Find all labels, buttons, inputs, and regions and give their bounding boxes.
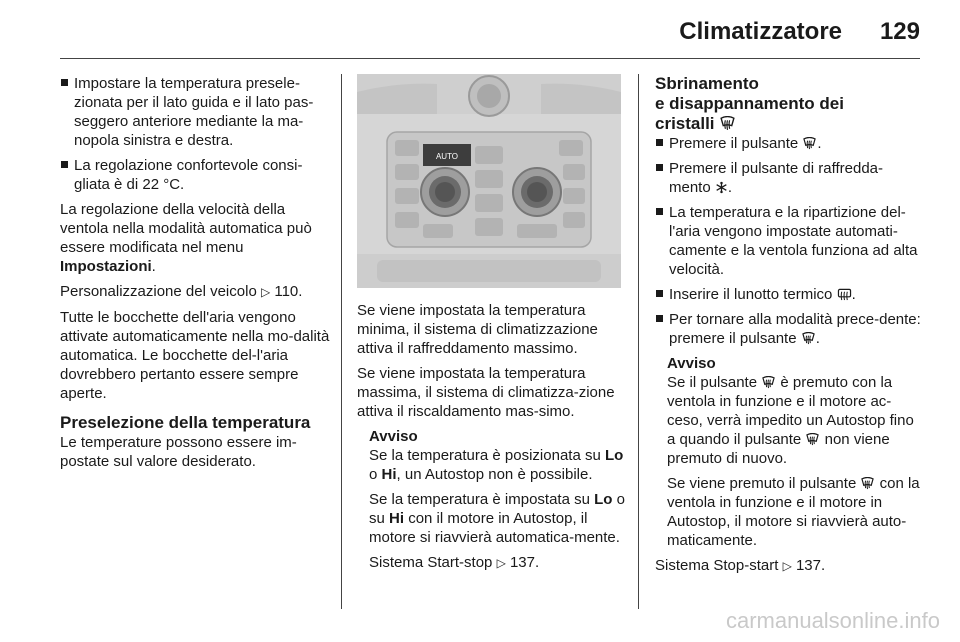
page-ref-arrow-icon: ▷: [496, 556, 506, 570]
paragraph: Personalizzazione del veicolo ▷ 110.: [60, 283, 303, 300]
list-item: Impostare la temperatura presele-zionata per il lato guida e il lato pas-seggero anteriore mediante la ma-nopola sinistra e destra.: [60, 74, 330, 150]
column-right: [655, 74, 921, 582]
windscreen-defrost-icon: [719, 116, 736, 131]
climate-control-photo: [357, 74, 621, 288]
list-item: La temperatura e la ripartizione del-l'aria vengono impostate automati-camente e la ventola funziona ad alta velocità.: [655, 203, 921, 279]
note-title: Avviso: [369, 428, 418, 445]
paragraph: Sistema Stop-start ▷ 137.: [655, 557, 826, 574]
page-number: 129: [879, 18, 920, 45]
rear-window-heating-icon: [837, 288, 852, 301]
note-paragraph: Se viene premuto il pulsante con la ventola in funzione e il motore in Autostop, il motore si riavvierà auto-maticamente.: [667, 475, 920, 549]
paragraph: Se viene impostata la temperatura massima, il sistema di climatizza-zione attiva il riscaldamento mas-simo.: [357, 365, 615, 420]
note-title: Avviso: [667, 355, 716, 372]
bullet-icon: [61, 161, 68, 168]
paragraph: Tutte le bocchette dell'aria vengono attivate automaticamente nella mo-dalità automatica. Le bocchette del-l'aria dovrebbero pertanto essere sempre aperte.: [60, 309, 330, 402]
bullet-icon: [656, 208, 663, 215]
snowflake-icon: [715, 181, 728, 194]
bullet-icon: [656, 164, 663, 171]
paragraph: Le temperature possono essere im-postate sul valore desiderato.: [60, 434, 297, 470]
paragraph: La regolazione della velocità della ventola nella modalità automatica può essere modificata nel menu Impostazioni.: [60, 201, 312, 275]
page-ref-arrow-icon: ▷: [782, 559, 792, 573]
list-item: Inserire il lunotto termico .: [655, 285, 921, 304]
section-heading: Preselezione della temperatura: [60, 413, 311, 432]
auto-button-label: AUTO: [435, 152, 459, 161]
list-item: La regolazione confortevole consi-gliata è di 22 °C.: [60, 156, 330, 194]
note-paragraph: Sistema Start-stop ▷ 137.: [369, 554, 540, 571]
watermark-text: carmanualsonline.info: [725, 608, 940, 633]
column-divider-2: [638, 74, 639, 609]
page-header: [60, 14, 920, 54]
windscreen-defrost-icon: [802, 137, 817, 150]
page-reference-link[interactable]: 137.: [795, 557, 826, 574]
bullet-icon: [656, 139, 663, 146]
list-item: Per tornare alla modalità prece-dente: premere il pulsante .: [655, 310, 921, 348]
page-title: Climatizzatore: [679, 18, 842, 45]
note-paragraph: Se la temperatura è impostata su Lo o su Hi con il motore in Autostop, il motore si riavvierà automatica-mente.: [369, 491, 625, 546]
column-left: [60, 74, 330, 477]
page-reference-link[interactable]: 137.: [509, 554, 540, 571]
column-divider-1: [341, 74, 342, 609]
bullet-icon: [656, 290, 663, 297]
list-item: Premere il pulsante .: [655, 134, 921, 153]
windscreen-defrost-icon: [805, 433, 820, 446]
column-middle: [357, 301, 627, 579]
windscreen-defrost-icon: [761, 376, 776, 389]
header-divider: [60, 58, 920, 59]
page-ref-arrow-icon: ▷: [260, 285, 271, 299]
note-paragraph: Se la temperatura è posizionata su Lo o Hi, un Autostop non è possibile.: [369, 447, 624, 483]
paragraph: Se viene impostata la temperatura minima, il sistema di climatizzazione attiva il raffreddamento massimo.: [357, 302, 598, 357]
page-reference-link[interactable]: 110.: [274, 283, 303, 300]
note-box: [655, 354, 921, 550]
bullet-icon: [656, 315, 663, 322]
bullet-icon: [61, 79, 68, 86]
windscreen-defrost-icon: [860, 477, 875, 490]
note-box: [357, 427, 627, 573]
list-item: Premere il pulsante di raffredda-mento .: [655, 159, 921, 197]
windscreen-defrost-icon: [801, 332, 816, 345]
section-heading: Sbrinamento e disappannamento dei cristalli: [655, 74, 844, 133]
note-paragraph: Se il pulsante è premuto con la ventola in funzione e il motore ac-ceso, verrà impedito un Autostop fino a quando il pulsante non viene premuto di nuovo.: [667, 374, 914, 467]
